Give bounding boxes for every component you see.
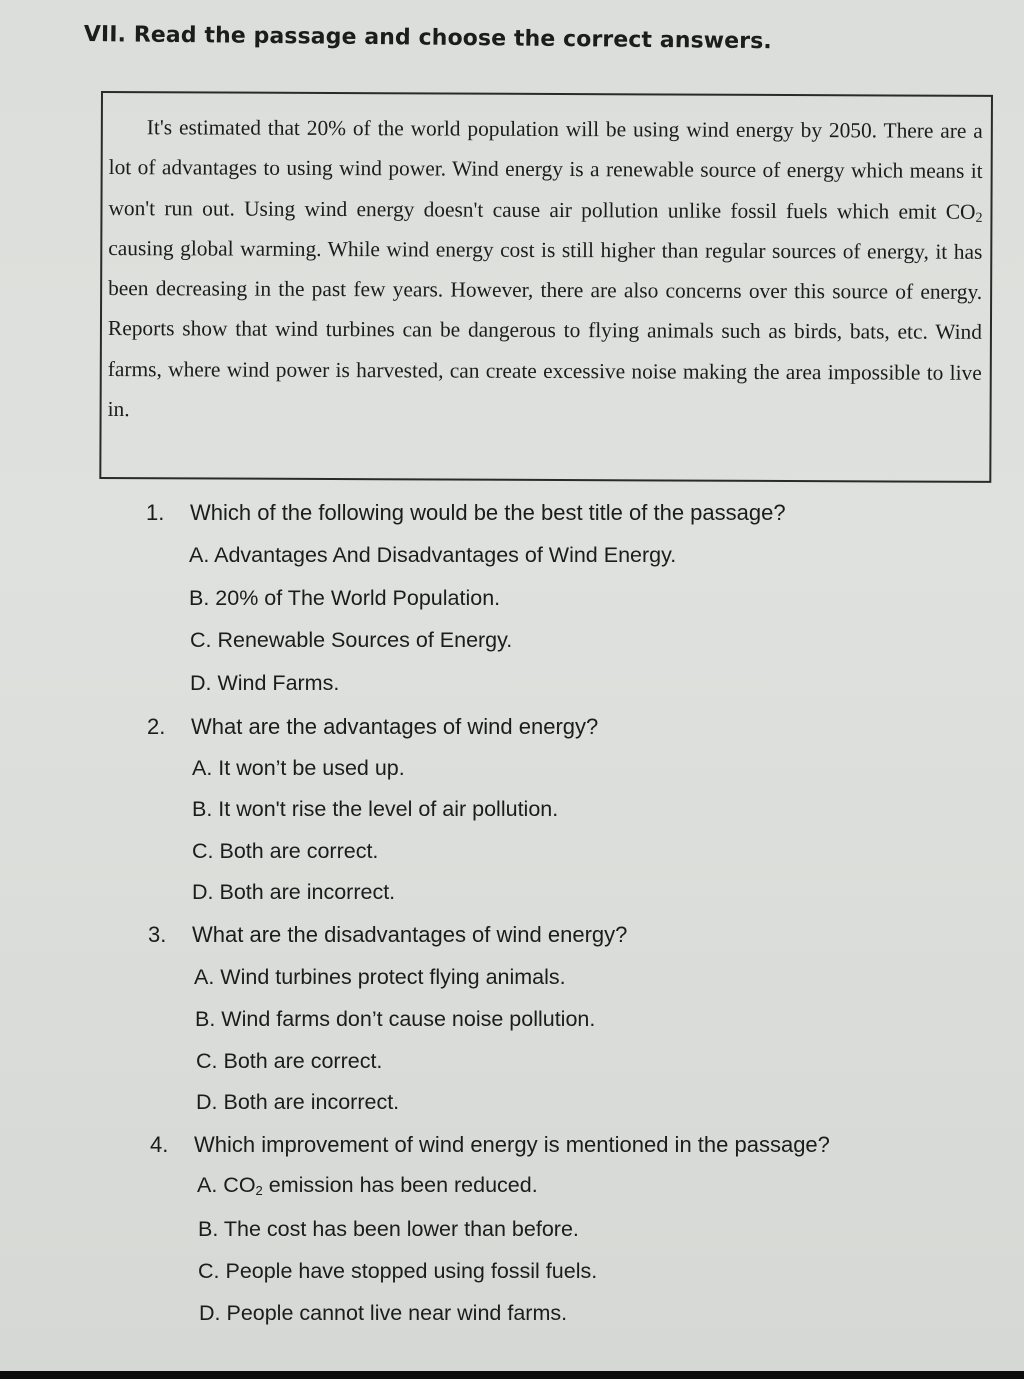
question-3 xyxy=(148,922,627,948)
question-3-option-c[interactable]: C. Both are correct. xyxy=(196,1049,383,1073)
co2-subscript: 2 xyxy=(255,1183,263,1198)
question-2-option-b[interactable]: B. It won't rise the level of air pollution. xyxy=(192,797,559,821)
passage-text-part-1: It's estimated that 20% of the world population will be using wind energy by 2050. There are a lot of advantages to using wind power. Wind energy is a renewable source of energy which means it won't run out. Using wind energy doesn't cause air pollution unlike fossil fuels which emit CO xyxy=(108,115,983,224)
question-number: 1. xyxy=(146,500,165,525)
question-1-option-a[interactable]: A. Advantages And Disadvantages of Wind Energy. xyxy=(189,543,677,567)
question-text: Which of the following would be the best title of the passage? xyxy=(190,500,786,525)
question-1 xyxy=(146,500,786,526)
question-text: What are the advantages of wind energy? xyxy=(191,714,599,739)
question-text: What are the disadvantages of wind energy? xyxy=(192,922,628,947)
question-number: 2. xyxy=(147,714,166,739)
question-4-option-a[interactable] xyxy=(197,1173,538,1198)
question-text: Which improvement of wind energy is mentioned in the passage? xyxy=(194,1132,830,1157)
question-2-option-a[interactable]: A. It won’t be used up. xyxy=(192,756,405,780)
section-heading: VII. Read the passage and choose the correct answers. xyxy=(83,22,772,55)
question-number: 3. xyxy=(148,922,167,947)
question-3-option-b[interactable]: B. Wind farms don’t cause noise pollution. xyxy=(195,1007,596,1031)
passage-text-part-2: causing global warming. While wind energy cost is still higher than regular sources of energy, it has been decreasing in the past few years. However, there are also concerns over this source of energy. Reports show that wind turbines can be dangerous to flying animals such as birds, bats, etc. Wind farms, where wind power is harvested, can create excessive noise making the area impossible to live in. xyxy=(107,235,983,422)
co2-subscript: 2 xyxy=(975,210,983,226)
option-text-part-1: A. CO xyxy=(197,1173,256,1197)
question-4-option-b[interactable]: B. The cost has been lower than before. xyxy=(198,1217,579,1241)
question-2-option-d[interactable]: D. Both are incorrect. xyxy=(192,880,396,904)
question-2 xyxy=(147,714,598,740)
question-4 xyxy=(150,1132,830,1158)
question-4-option-d[interactable]: D. People cannot live near wind farms. xyxy=(199,1301,568,1325)
question-1-option-d[interactable]: D. Wind Farms. xyxy=(190,671,340,695)
question-2-option-c[interactable]: C. Both are correct. xyxy=(192,839,379,863)
question-1-option-c[interactable]: C. Renewable Sources of Energy. xyxy=(190,628,513,652)
question-number: 4. xyxy=(150,1132,169,1157)
question-3-option-d[interactable]: D. Both are incorrect. xyxy=(196,1090,400,1114)
photo-bottom-edge xyxy=(0,1371,1024,1379)
question-3-option-a[interactable]: A. Wind turbines protect flying animals. xyxy=(194,965,566,989)
option-text-part-2: emission has been reduced. xyxy=(262,1173,538,1197)
question-1-option-b[interactable]: B. 20% of The World Population. xyxy=(189,586,501,610)
question-4-option-c[interactable]: C. People have stopped using fossil fuels. xyxy=(198,1259,598,1283)
